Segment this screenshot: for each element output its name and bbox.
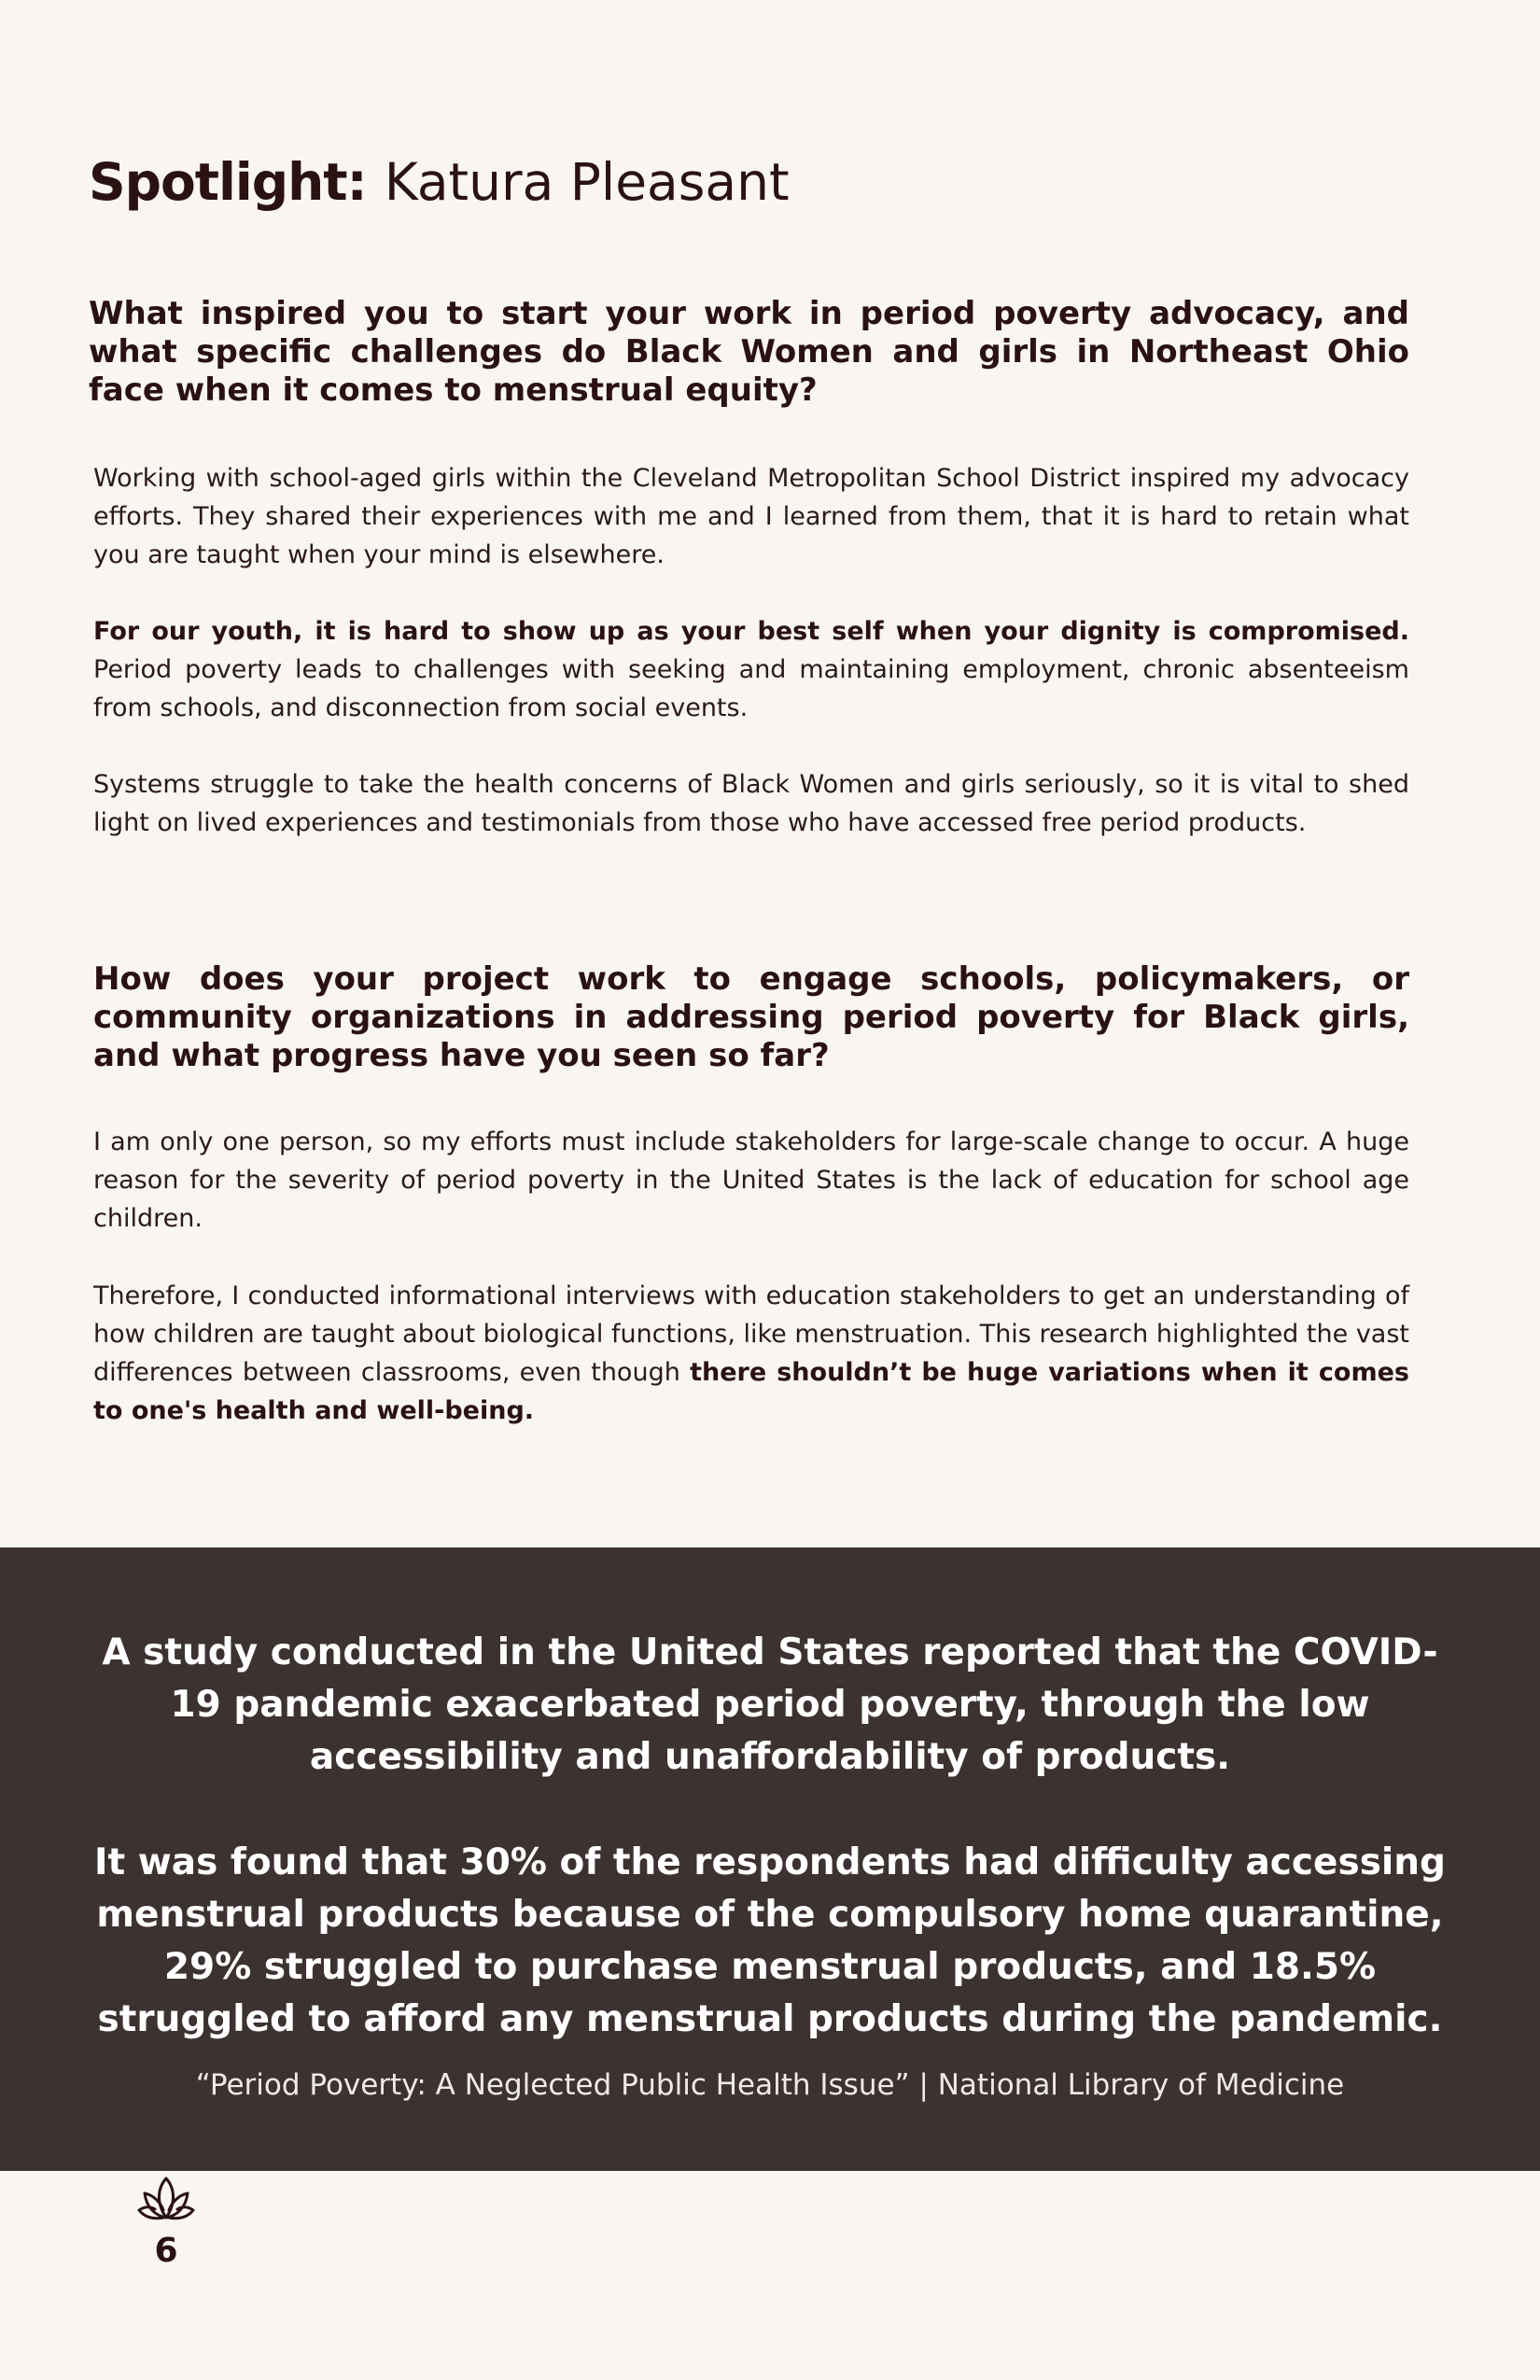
- statistics-callout: [0, 1547, 1540, 2171]
- title-name: Katura Pleasant: [384, 152, 790, 212]
- page-title: [89, 149, 790, 215]
- callout-citation: “Period Poverty: A Neglected Public Health Issue” | National Library of Medicine: [195, 2068, 1345, 2102]
- page-number: 6: [154, 2232, 178, 2270]
- answer-2-paragraph-1: I am only one person, so my efforts must include stakeholders for large-scale change to occur. A huge reason for the severity of period poverty in the United States is the lack of education for school age children.: [93, 1127, 1409, 1233]
- callout-statistics-text: It was found that 30% of the respondents had difficulty accessing menstrual products because of the compulsory home quarantine, 29% struggled to purchase menstrual products, and 18.5% struggled to afford any menstrual products during the pandemic.: [94, 1841, 1446, 2040]
- answer-1-paragraph-2-bold: For our youth, it is hard to show up as your best self when your dignity is compromised.: [93, 617, 1409, 646]
- answer-2-paragraph-2-bold: there shouldn’t be huge variations when it comes to one's health and well-being.: [93, 1358, 1409, 1425]
- answer-1-paragraph-1: Working with school-aged girls within the Cleveland Metropolitan School District inspired my advocacy efforts. They shared their experiences with me and I learned from them, that it is hard to retain what you are taught when your mind is elsewhere.: [93, 464, 1409, 569]
- question-1: What inspired you to start your work in period poverty advocacy, and what specific challenges do Black Women and girls in Northeast Ohio face when it comes to menstrual equity?: [89, 295, 1409, 409]
- answer-1-paragraph-2: [93, 612, 1409, 727]
- answer-1-paragraph-3: Systems struggle to take the health concerns of Black Women and girls seriously, so it is vital to shed light on lived experiences and testimonials from those who have accessed free period products.: [93, 770, 1409, 837]
- answer-2-paragraph-2-start: Therefore, I conducted informational interviews with education stakeholders to get an understanding of how children are taught about biological functions, like menstruation. This research highlighted the vast differences between classrooms, even though: [93, 1281, 1409, 1387]
- callout-study-text: A study conducted in the United States reported that the COVID-19 pandemic exacerbated period poverty, through the low accessibility and unaffordability of products.: [102, 1631, 1438, 1778]
- lotus-icon: [137, 2175, 195, 2223]
- answer-2-paragraph-2: [93, 1277, 1409, 1430]
- title-prefix: Spotlight:: [89, 152, 367, 212]
- answer-1-paragraph-2-rest: Period poverty leads to challenges with seeking and maintaining employment, chronic absenteeism from schools, and disconnection from social events.: [93, 655, 1409, 722]
- question-2: How does your project work to engage schools, policymakers, or community organizations in addressing period poverty for Black girls, and what progress have you seen so far?: [93, 960, 1409, 1074]
